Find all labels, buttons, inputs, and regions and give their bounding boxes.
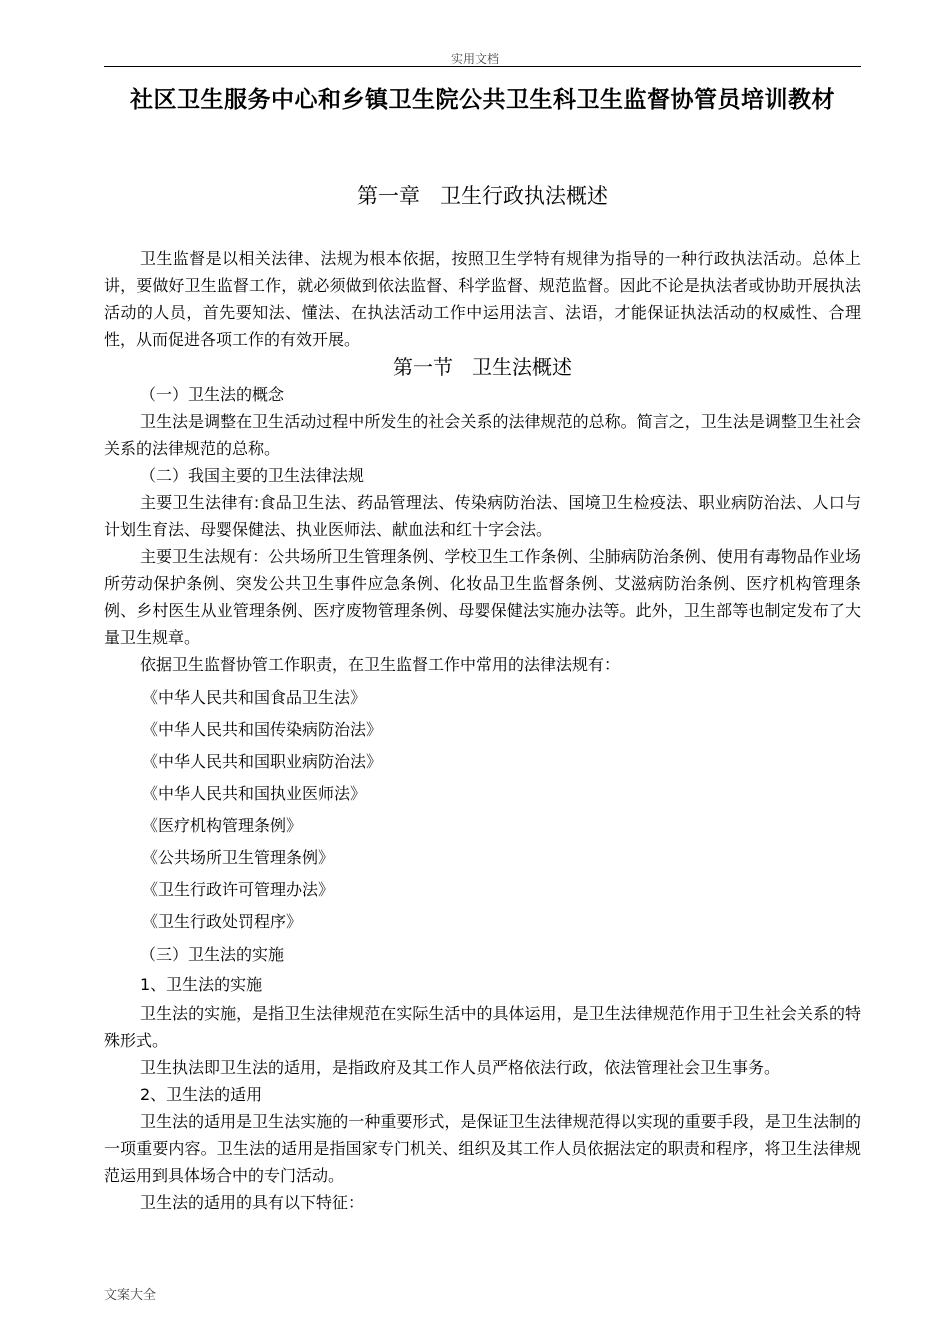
paragraph-main-laws: 主要卫生法律有:食品卫生法、药品管理法、传染病防治法、国境卫生检疫法、职业病防治法、人口与计划生育法、母婴保健法、执业医师法、献血法和红十字会法。 (104, 493, 861, 539)
paragraph-enforcement: 卫生执法即卫生法的适用，是指政府及其工作人员严格依法行政，依法管理社会卫生事务。 (140, 1058, 781, 1077)
law-item: 《公共场所卫生管理条例》 (142, 848, 335, 867)
paragraph-application: 卫生法的适用是卫生法实施的一种重要形式，是保证卫生法律规范得以实现的重要手段，是卫生法制的一项重要内容。卫生法的适用是指国家专门机关、组织及其工作人员依据法定的职责和程序，将卫生法律规范运用到具体场合中的专门活动。 (104, 1112, 861, 1185)
subheading-concept: （一）卫生法的概念 (140, 385, 285, 404)
paragraph-concept: 卫生法是调整在卫生活动过程中所发生的社会关系的法律规范的总称。简言之，卫生法是调整卫生社会关系的法律规范的总称。 (104, 412, 861, 458)
subheading-laws: （二）我国主要的卫生法律法规 (140, 466, 365, 485)
page-header: 实用文档 (450, 52, 499, 66)
law-item: 《中华人民共和国执业医师法》 (142, 784, 367, 803)
law-item: 《卫生行政处罚程序》 (142, 912, 303, 931)
paragraph-implementation: 卫生法的实施，是指卫生法律规范在实际生活中的具体运用，是卫生法律规范作用于卫生社会关系的特殊形式。 (104, 1004, 861, 1050)
section-heading: 第一节 卫生法概述 (392, 355, 573, 379)
law-item: 《医疗机构管理条例》 (142, 816, 303, 835)
paragraph-application-features: 卫生法的适用的具有以下特征： (140, 1193, 365, 1212)
intro-paragraph: 卫生监督是以相关法律、法规为根本依据，按照卫生学特有规律为指导的一种行政执法活动。总体上讲，要做好卫生监督工作，就必须做到依法监督、科学监督、规范监督。因此不论是执法者或协助开展执法活动的人员，首先要知法、懂法、在执法活动工作中运用法言、法语，才能保证执法活动的权威性、合理性，从而促进各项工作的有效开展。 (104, 249, 861, 349)
document-body (104, 245, 861, 1216)
paragraph-main-regulations: 主要卫生法规有：公共场所卫生管理条例、学校卫生工作条例、尘肺病防治条例、使用有毒物品作业场所劳动保护条例、突发公共卫生事件应急条例、化妆品卫生监督条例、艾滋病防治条例、医疗机构管理条例、乡村医生从业管理条例、医疗废物管理条例、母婴保健法实施办法等。此外，卫生部等也制定发布了大量卫生规章。 (104, 547, 861, 647)
law-item: 《卫生行政许可管理办法》 (142, 880, 335, 899)
subheading-implementation-1: 1、卫生法的实施 (140, 975, 263, 994)
law-list (104, 682, 861, 938)
subheading-application: 2、卫生法的适用 (140, 1085, 263, 1104)
law-item: 《中华人民共和国食品卫生法》 (142, 688, 367, 707)
chapter-heading: 第一章 卫生行政执法概述 (356, 184, 609, 208)
law-item: 《中华人民共和国职业病防治法》 (142, 752, 383, 771)
law-item: 《中华人民共和国传染病防治法》 (142, 720, 383, 739)
header-rule (104, 66, 861, 67)
document-title: 社区卫生服务中心和乡镇卫生院公共卫生科卫生监督协管员培训教材 (130, 87, 835, 113)
paragraph-common-laws-intro: 依据卫生监督协管工作职责，在卫生监督工作中常用的法律法规有： (140, 655, 621, 674)
subheading-implementation: （三）卫生法的实施 (140, 945, 285, 964)
page-footer: 文案大全 (104, 1288, 157, 1303)
